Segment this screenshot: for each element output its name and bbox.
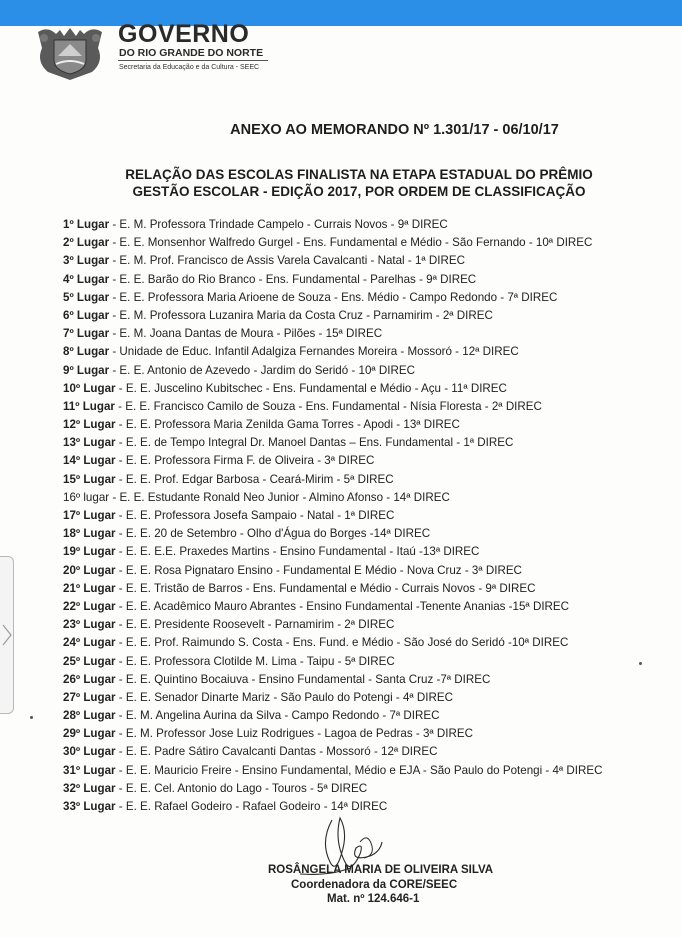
place-label: 28º Lugar: [63, 709, 116, 723]
chevron-right-icon: [1, 623, 13, 647]
school-description: - E. E. Rosa Pignataro Ensino - Fundamental E Médio - Nova Cruz - 3ª DIREC: [115, 563, 522, 577]
school-description: - E. E. Acadêmico Mauro Abrantes - Ensino Fundamental -Tenente Ananias -15ª DIREC: [115, 599, 570, 613]
list-item: [63, 307, 663, 325]
school-description: - E. E. Tristão de Barros - Ens. Fundamental e Médio - Currais Novos - 9ª DIREC: [115, 581, 536, 595]
school-description: - E. M. Professor Jose Luiz Rodrigues - Lagoa de Pedras - 3ª DIREC: [115, 727, 473, 741]
list-item: [63, 707, 663, 725]
list-item: [63, 671, 663, 689]
place-label: 32º Lugar: [63, 781, 116, 795]
place-label: 9º Lugar: [63, 363, 110, 377]
side-panel-tab[interactable]: [0, 556, 14, 714]
place-label: 7º Lugar: [63, 327, 110, 341]
school-description: - E. E. Presidente Roosevelt - Parnamirim - 2ª DIREC: [115, 618, 395, 632]
place-label: 30º Lugar: [63, 745, 116, 759]
school-description: - E. E. Professora Maria Zenilda Gama Torres - Apodi - 13ª DIREC: [115, 418, 460, 432]
list-item: [63, 762, 663, 780]
school-description: - E. E. Juscelino Kubitschec - Ens. Fundamental e Médio - Açu - 11ª DIREC: [115, 381, 507, 395]
relation-title: [0, 166, 682, 200]
place-label: 17º Lugar: [63, 509, 116, 522]
relation-title-line-1: RELAÇÃO DAS ESCOLAS FINALISTA NA ETAPA ESTADUAL DO PRÊMIO: [125, 167, 593, 182]
list-item: [63, 362, 663, 380]
scan-speck: [639, 662, 642, 665]
list-item: [63, 325, 663, 343]
school-description: - E. E. Antonio de Azevedo - Jardim do Seridó - 10ª DIREC: [109, 363, 415, 377]
school-description: - Unidade de Educ. Infantil Adalgiza Fernandes Moreira - Mossoró - 12ª DIREC: [109, 345, 519, 359]
list-item: [63, 562, 663, 580]
school-description: - E. E. E.E. Praxedes Martins - Ensino Fundamental - Itaú -13ª DIREC: [115, 545, 480, 559]
list-item: [63, 689, 663, 707]
place-label: 26º Lugar: [63, 672, 116, 686]
list-item: [63, 343, 663, 361]
top-bar: [0, 0, 682, 26]
school-description: - E. E. Rafael Godeiro - Rafael Godeiro - 14ª DIREC: [115, 800, 388, 813]
school-description: - E. E. Prof. Edgar Barbosa - Ceará-Mirim - 5ª DIREC: [115, 472, 394, 486]
place-label: 22º Lugar: [63, 599, 116, 613]
school-description: - E. E. Professora Maria Arioene de Souza - Ens. Médio - Campo Redondo - 7ª DIREC: [109, 290, 558, 304]
place-label: 24º Lugar: [63, 636, 116, 650]
place-label: 27º Lugar: [63, 690, 116, 704]
school-description: - E. E. Padre Sátiro Cavalcanti Dantas - Mossoró - 12ª DIREC: [115, 745, 438, 759]
place-label: 31º Lugar: [63, 763, 116, 777]
school-description: - E. E. Francisco Camilo de Souza - Ens. Fundamental - Nísia Floresta - 2ª DIREC: [114, 399, 542, 413]
school-description: - E. E. de Tempo Integral Dr. Manoel Dantas – Ens. Fundamental - 1ª DIREC: [115, 436, 514, 450]
school-description: - E. E. Professora Clotilde M. Lima - Taipu - 5ª DIREC: [115, 654, 395, 668]
state-crest-icon: [30, 26, 110, 80]
school-description: - E. M. Prof. Francisco de Assis Varela Cavalcanti - Natal - 1ª DIREC: [109, 254, 465, 268]
place-label: 1º Lugar: [63, 218, 110, 231]
signatory-name: ROSÂNGELA MARIA DE OLIVEIRA SILVA: [268, 864, 494, 876]
header-divider: [118, 60, 268, 61]
header-subtitle: DO RIO GRANDE DO NORTE: [119, 47, 264, 59]
list-item: [63, 598, 663, 616]
school-description: - E. M. Angelina Aurina da Silva - Campo Redondo - 7ª DIREC: [115, 709, 440, 723]
list-item: [63, 252, 663, 270]
list-item: [63, 380, 663, 398]
place-label: 8º Lugar: [63, 345, 110, 359]
place-label: 12º Lugar: [63, 418, 116, 432]
list-item: [63, 525, 663, 543]
place-label: 20º Lugar: [63, 563, 116, 577]
place-label: 15º Lugar: [63, 472, 116, 486]
header-title: GOVERNO: [118, 20, 250, 48]
place-label: 21º Lugar: [63, 581, 116, 595]
signatory-role: Coordenadora da CORE/SEEC: [291, 879, 458, 891]
annex-title: ANEXO AO MEMORANDO Nº 1.301/17 - 06/10/17: [230, 122, 559, 138]
list-item: [63, 289, 663, 307]
relation-title-line-2: GESTÃO ESCOLAR - EDIÇÃO 2017, POR ORDEM DE CLASSIFICAÇÃO: [132, 184, 586, 199]
school-description: - E. E. Prof. Raimundo S. Costa - Ens. Fund. e Médio - São José do Seridó -10ª DIREC: [115, 636, 569, 650]
list-item: [63, 452, 663, 470]
place-label: 16º lugar: [63, 490, 110, 504]
list-item: [63, 507, 663, 525]
school-description: - E. E. Cel. Antonio do Lago - Touros - 5ª DIREC: [115, 781, 368, 795]
school-description: - E. M. Professora Luzanira Maria da Costa Cruz - Parnamirim - 2ª DIREC: [109, 308, 493, 322]
list-item: [63, 780, 663, 798]
place-label: 29º Lugar: [63, 727, 116, 741]
school-description: - E. E. Monsenhor Walfredo Gurgel - Ens. Fundamental e Médio - São Fernando - 10ª DIREC: [109, 236, 593, 250]
school-description: - E. E. Professora Firma F. de Oliveira - 3ª DIREC: [115, 454, 375, 468]
place-label: 3º Lugar: [63, 254, 110, 268]
list-item: [63, 271, 663, 289]
list-item: [63, 634, 663, 652]
place-label: 19º Lugar: [63, 545, 116, 559]
header-secretariat: Secretaria da Educação e da Cultura - SEEC: [119, 64, 260, 71]
list-item: [63, 234, 663, 252]
school-description: - E. E. Mauricio Freire - Ensino Fundamental, Médio e EJA - São Paulo do Potengi - 4ª DIREC: [115, 763, 603, 777]
place-label: 33º Lugar: [63, 800, 116, 813]
place-label: 18º Lugar: [63, 527, 116, 541]
place-label: 5º Lugar: [63, 290, 110, 304]
list-item: [63, 489, 663, 507]
list-item: [63, 653, 663, 671]
list-item: [63, 471, 663, 489]
school-description: - E. E. Senador Dinarte Mariz - São Paulo do Potengi - 4ª DIREC: [115, 690, 454, 704]
scan-speck: [30, 716, 33, 719]
school-description: - E. E. Professora Josefa Sampaio - Natal - 1ª DIREC: [115, 509, 395, 522]
signatory-registration: Mat. nº 124.646-1: [327, 893, 420, 905]
place-label: 11º Lugar: [63, 399, 115, 413]
school-description: - E. M. Professora Trindade Campelo - Currais Novos - 9ª DIREC: [109, 218, 448, 231]
place-label: 10º Lugar: [63, 381, 116, 395]
place-label: 13º Lugar: [63, 436, 116, 450]
school-description: - E. E. Quintino Bocaiuva - Ensino Fundamental - Santa Cruz -7ª DIREC: [115, 672, 491, 686]
place-label: 25º Lugar: [63, 654, 116, 668]
place-label: 6º Lugar: [63, 308, 110, 322]
school-description: - E. M. Joana Dantas de Moura - Pilões - 15ª DIREC: [109, 327, 383, 341]
place-label: 23º Lugar: [63, 618, 116, 632]
school-ranking-list: [63, 216, 663, 816]
list-item: [63, 580, 663, 598]
place-label: 2º Lugar: [63, 236, 110, 250]
list-item: [63, 743, 663, 761]
school-description: - E. E. Barão do Rio Branco - Ens. Fundamental - Parelhas - 9ª DIREC: [109, 272, 477, 286]
list-item: [63, 416, 663, 434]
list-item: [63, 616, 663, 634]
list-item: [63, 398, 663, 416]
school-description: - E. E. Estudante Ronald Neo Junior - Almino Afonso - 14ª DIREC: [109, 490, 450, 504]
list-item: [63, 725, 663, 743]
place-label: 14º Lugar: [63, 454, 116, 468]
list-item: [63, 216, 663, 234]
list-item: [63, 434, 663, 452]
school-description: - E. E. 20 de Setembro - Olho d'Água do Borges -14ª DIREC: [115, 527, 431, 541]
place-label: 4º Lugar: [63, 272, 110, 286]
list-item: [63, 543, 663, 561]
